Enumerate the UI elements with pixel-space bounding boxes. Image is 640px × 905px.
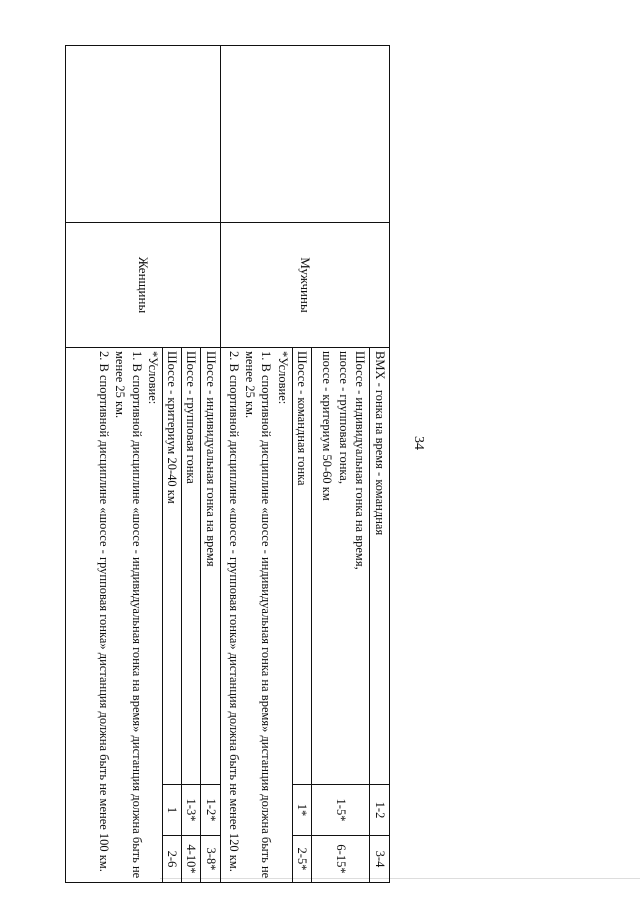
rank-b-cell: 2-6 xyxy=(163,836,182,883)
rank-a-cell: 1* xyxy=(292,785,311,836)
rank-b-cell: 3-4 xyxy=(370,836,390,883)
discipline-text: шоссе - критериум 50-60 км xyxy=(320,351,335,501)
note-line: *Условие: xyxy=(275,351,290,405)
discipline-cell xyxy=(163,348,182,785)
rank-a-cell: 1-2* xyxy=(201,785,220,836)
rank-a-cell: 1-3* xyxy=(182,785,201,836)
discipline-cell xyxy=(312,348,370,785)
table-row xyxy=(370,46,390,883)
discipline-text: Шоссе - индивидуальная гонка на время, xyxy=(353,351,367,570)
discipline-cell xyxy=(182,348,201,785)
condition-note xyxy=(66,348,163,883)
rank-a-cell: 1 xyxy=(163,785,182,836)
gender-women: Женщины xyxy=(66,223,221,348)
discipline-cell xyxy=(201,348,220,785)
rank-a-cell: 1-5* xyxy=(312,785,370,836)
table-row xyxy=(201,46,220,883)
discipline-cell xyxy=(292,348,311,785)
rank-a-cell: 1-2 xyxy=(370,785,390,836)
discipline-text: Шоссе - индивидуальная гонка на время xyxy=(203,351,218,567)
discipline-cell xyxy=(370,348,390,785)
note-line: *Условие: xyxy=(146,351,160,405)
note-line: 1. В спортивной дисциплине «шоссе - индивидуальная гонка на время» дистанция должна быть не менее 25 км. xyxy=(113,351,144,879)
page-number: 34 xyxy=(411,436,426,450)
empty-cell xyxy=(220,46,389,223)
note-line: 2. В спортивной дисциплине «шоссе - групповая гонка» дистанция должна быть не менее 100 км. xyxy=(97,351,112,872)
rank-b-cell: 6-15* xyxy=(312,836,370,883)
discipline-text: Шоссе - групповая гонка xyxy=(184,351,199,484)
discipline-text: Шоссе - критериум 20-40 км xyxy=(165,351,180,504)
condition-note xyxy=(220,348,292,883)
empty-cell xyxy=(66,46,221,223)
rank-b-cell: 3-8* xyxy=(201,836,220,883)
rank-b-cell: 4-10* xyxy=(182,836,201,883)
rank-b-cell: 2-5* xyxy=(292,836,311,883)
discipline-text: шоссе - групповая гонка, xyxy=(336,351,351,484)
rotated-content xyxy=(65,45,426,879)
gender-men: Мужчины xyxy=(220,223,389,348)
note-line: 1. В спортивной дисциплине «шоссе - индивидуальная гонка на время» дистанция должна быть не менее 25 км. xyxy=(243,351,274,879)
discipline-text: ВМХ - гонка на время - командная xyxy=(373,351,387,536)
ranking-table xyxy=(65,45,390,883)
note-line: 2. В спортивной дисциплине «шоссе - групповая гонка» дистанция должна быть не менее 120 км. xyxy=(227,351,241,872)
discipline-text: Шоссе - командная гонка xyxy=(295,351,309,486)
